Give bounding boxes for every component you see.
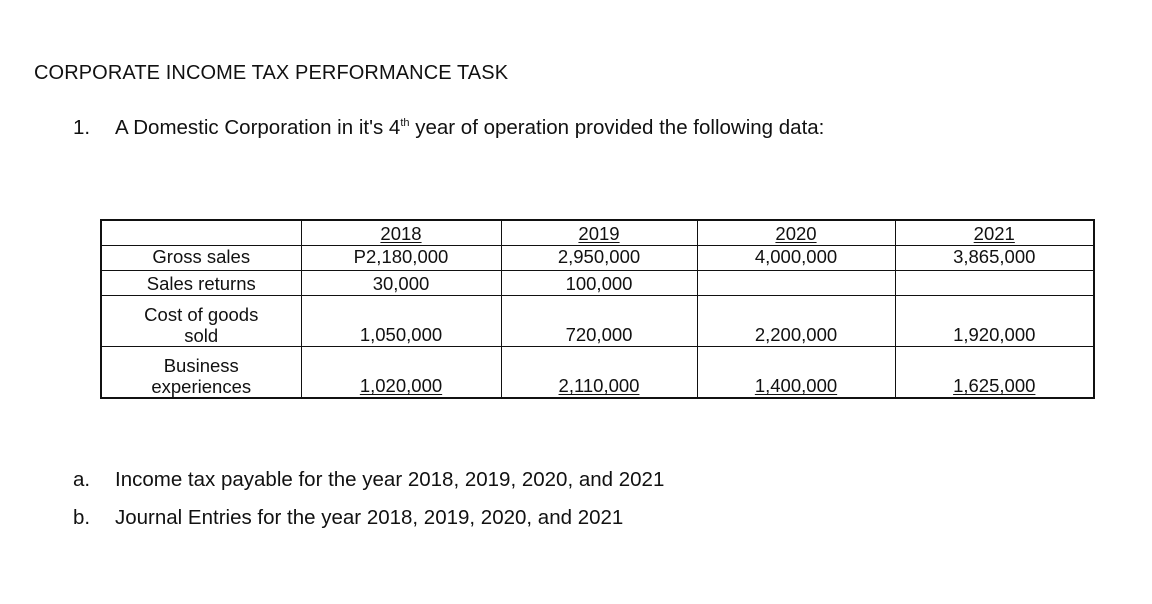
row-label-line: experiences: [151, 376, 252, 397]
data-table: [100, 219, 1095, 399]
table-cell: [895, 271, 1094, 296]
task-text: Journal Entries for the year 2018, 2019, 2020, and 2021: [115, 506, 624, 529]
task-letter: b.: [73, 506, 91, 529]
table-cell: 1,920,000: [895, 296, 1094, 347]
table-row: [101, 246, 1094, 271]
table-cell: 1,050,000: [301, 296, 501, 347]
table-cell: 2,950,000: [501, 246, 697, 271]
table-cell: P2,180,000: [301, 246, 501, 271]
row-label-line: Business: [163, 355, 239, 376]
table-cell: [697, 271, 895, 296]
question-text-after: year of operation provided the following data:: [409, 116, 825, 139]
row-label-cost-of-goods-sold: [101, 296, 301, 347]
table-cell: 30,000: [301, 271, 501, 296]
question-superscript: th: [400, 117, 410, 129]
question-text-before: A Domestic Corporation in it's 4: [115, 116, 401, 139]
table-cell: 100,000: [501, 271, 697, 296]
table-cell: 2,200,000: [697, 296, 895, 347]
task-text: Income tax payable for the year 2018, 2019, 2020, and 2021: [115, 468, 665, 491]
year-header: 2020: [697, 220, 895, 246]
header-empty-cell: [101, 220, 301, 246]
table-cell: 3,865,000: [895, 246, 1094, 271]
table-cell: 2,110,000: [501, 347, 697, 399]
table-header-row: [101, 220, 1094, 246]
table-cell: 1,020,000: [301, 347, 501, 399]
table-cell: 1,625,000: [895, 347, 1094, 399]
table-cell: 4,000,000: [697, 246, 895, 271]
table-cell: 1,400,000: [697, 347, 895, 399]
row-label-sales-returns: Sales returns: [101, 271, 301, 296]
year-header: 2018: [301, 220, 501, 246]
year-header: 2021: [895, 220, 1094, 246]
row-label-line: Cost of goods: [144, 304, 259, 325]
task-b: [73, 506, 623, 530]
row-label-gross-sales: Gross sales: [101, 246, 301, 271]
row-label-business-experiences: [101, 347, 301, 399]
table-row: [101, 347, 1094, 399]
table-row: [101, 296, 1094, 347]
page-title: CORPORATE INCOME TAX PERFORMANCE TASK: [34, 62, 509, 84]
row-label-line: sold: [184, 325, 219, 346]
year-header: 2019: [501, 220, 697, 246]
question-1: [73, 116, 824, 140]
table-row: [101, 271, 1094, 296]
task-a: [73, 468, 664, 492]
table-cell: 720,000: [501, 296, 697, 347]
task-letter: a.: [73, 468, 91, 491]
question-number: 1.: [73, 116, 91, 139]
